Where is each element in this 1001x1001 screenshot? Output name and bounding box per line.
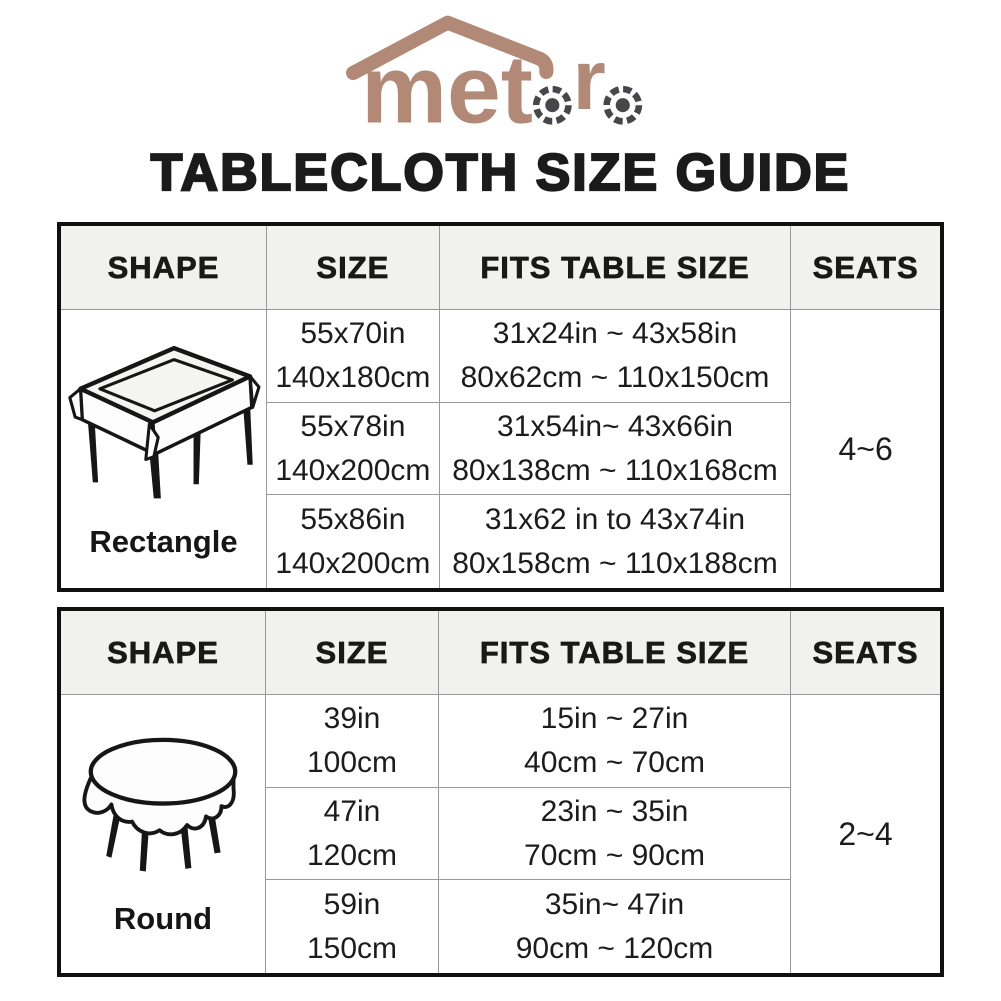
column-header-fits-table-size: FITS TABLE SIZE [439,611,791,695]
size-in: 39in [323,702,381,735]
fits-cell [440,495,791,588]
size-cm: 120cm [306,838,398,872]
round-size-table [57,607,944,977]
size-cm: 140x200cm [275,453,431,487]
round-table-icon [77,727,249,880]
shape-label: Rectangle [89,523,238,559]
fits-in: 15in ~ 27in [540,702,689,735]
wheel-o-icon [536,89,568,121]
fits-cell [440,403,791,495]
wheel-o-icon [606,89,638,121]
rectangle-size-table [57,222,944,592]
fits-cm: 80x158cm ~ 110x188cm [452,546,778,580]
seats-cell: 2~4 [838,815,893,852]
page-title: TABLECLOTH SIZE GUIDE [150,144,851,202]
size-cell [266,788,439,880]
fits-in: 31x62 in to 43x74in [484,502,746,536]
size-cell [267,310,440,403]
size-in: 59in [323,887,381,921]
column-header-size: SIZE [266,611,439,695]
size-cm: 100cm [306,746,398,779]
column-header-shape: SHAPE [61,611,266,695]
column-header-seats: SEATS [791,226,940,310]
fits-in: 31x54in~ 43x66in [496,409,733,443]
fits-cm: 70cm ~ 90cm [524,838,705,872]
seats-cell: 4~6 [838,430,893,467]
size-in: 55x70in [300,317,406,350]
size-in: 55x78in [300,409,406,443]
fits-cell [439,695,791,788]
column-header-size: SIZE [267,226,440,310]
fits-in: 23in ~ 35in [540,794,689,828]
size-cm: 140x200cm [275,546,431,580]
size-cell [267,495,440,588]
fits-cm: 80x62cm ~ 110x150cm [460,361,770,394]
size-cell [267,403,440,495]
fits-cell [439,788,791,880]
brand-text-met: met [360,36,533,140]
size-cell [266,695,439,788]
column-header-shape: SHAPE [61,226,267,310]
column-header-seats: SEATS [791,611,940,695]
metoro-logo-icon [345,8,657,140]
fits-in: 31x24in ~ 43x58in [492,317,738,350]
brand-text-r: r [571,33,606,129]
size-in: 47in [323,794,381,828]
size-cm: 140x180cm [275,361,431,394]
fits-cell [440,310,791,403]
fits-cm: 80x138cm ~ 110x168cm [452,453,778,487]
fits-cm: 90cm ~ 120cm [515,931,714,965]
shape-cell-rectangle [61,310,267,588]
shape-cell-round [61,695,266,973]
size-cell [266,880,439,973]
size-cm: 150cm [306,931,398,965]
brand-logo [0,0,1001,142]
rectangle-table-icon [61,334,266,504]
shape-label: Round [113,900,213,936]
size-in: 55x86in [300,502,406,536]
fits-cell [439,880,791,973]
column-header-fits-table-size: FITS TABLE SIZE [440,226,791,310]
fits-in: 35in~ 47in [544,887,685,921]
fits-cm: 40cm ~ 70cm [524,746,705,779]
